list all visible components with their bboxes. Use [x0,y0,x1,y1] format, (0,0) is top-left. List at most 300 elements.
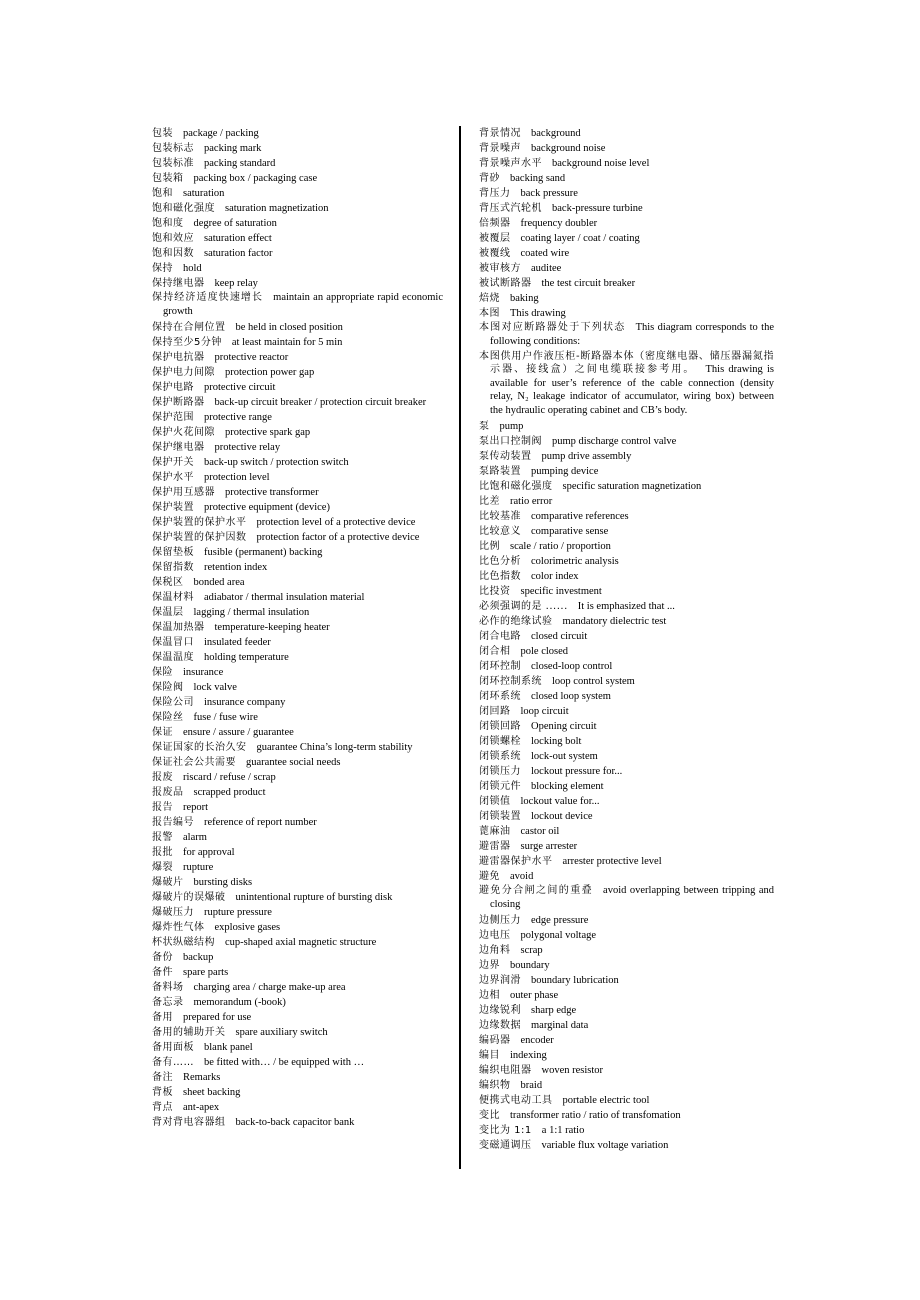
term-chinese: 背板 [152,1086,173,1098]
term-english: closed loop system [531,690,611,702]
term-chinese: 背对背电容器组 [152,1116,226,1128]
glossary-entry [152,1070,443,1085]
glossary-entry [152,740,443,755]
term-english: encoder [520,1034,554,1046]
term-chinese: 保温温度 [152,651,194,663]
glossary-entry [152,440,443,455]
term-english: be fitted with… / be equipped with … [204,1056,365,1068]
glossary-column-left [152,126,443,1130]
term-english: protective spark gap [225,426,311,438]
term-english: background noise level [552,158,650,169]
term-english: insurance company [204,696,286,708]
glossary-entry [152,875,443,890]
term-english: guarantee social needs [246,756,341,768]
term-chinese: 泵 [479,420,490,432]
glossary-entry [479,1063,774,1078]
term-english: degree of saturation [193,218,277,229]
glossary-entry [152,395,443,410]
term-chinese: 被审核方 [479,263,521,274]
glossary-entry [152,425,443,440]
term-english: guarantee China’s long-term stability [256,741,413,753]
term-english: packing box / packaging case [193,173,318,184]
term-chinese: 保证国家的长治久安 [152,741,247,753]
term-chinese: 编目 [479,1049,500,1061]
term-chinese: 保险公司 [152,696,194,708]
term-chinese: 被试断路器 [479,278,532,289]
term-english: protective transformer [225,486,319,498]
glossary-entry [479,629,774,644]
term-chinese: 保护开关 [152,456,194,468]
term-english: specific investment [520,585,602,597]
term-chinese: 备料场 [152,981,184,993]
term-chinese: 边界 [479,959,500,971]
glossary-entry [152,665,443,680]
term-chinese: 变比为 1:1 [479,1124,532,1136]
glossary-entry [479,794,774,809]
term-chinese: 保险 [152,666,173,678]
term-english: scale / ratio / proportion [510,540,611,552]
term-english: protective reactor [214,351,289,363]
term-english: This drawing [510,308,566,319]
term-chinese: 爆裂 [152,861,173,873]
term-chinese: 饱和效应 [152,233,194,244]
term-chinese: 闭锁元件 [479,780,521,792]
term-chinese: 闭回路 [479,705,511,717]
glossary-entry [152,605,443,620]
term-english: baking [510,293,539,304]
term-chinese: 保税区 [152,576,184,588]
term-english: alarm [183,831,207,843]
term-english: protective equipment (device) [204,501,330,513]
term-english: locking bolt [531,735,582,747]
glossary-entry [479,261,774,276]
glossary-entry [152,320,443,335]
term-chinese: 保持在合闸位置 [152,321,226,333]
term-chinese: 闭锁装置 [479,810,521,822]
term-english: bursting disks [193,876,253,888]
glossary-entry [152,710,443,725]
glossary-entry [152,231,443,246]
term-english: color index [531,570,579,582]
term-chinese: 边相 [479,989,500,1001]
glossary-entry [479,599,774,614]
glossary-entry [152,276,443,291]
term-english: for approval [183,846,235,858]
term-english: This diagram corresponds to the following conditions: [490,322,774,347]
glossary-entry [479,659,774,674]
term-english: ratio error [510,495,553,507]
term-chinese: 边角料 [479,944,511,956]
term-english: edge pressure [531,914,589,926]
glossary-entry [479,928,774,943]
glossary-entry [479,479,774,494]
term-chinese: 避雷器 [479,840,511,852]
term-chinese: 闭合电路 [479,630,521,642]
term-chinese: 报告 [152,801,173,813]
term-english: sharp edge [531,1004,577,1016]
term-chinese: 比饱和磁化强度 [479,480,553,492]
term-english: ant-apex [183,1101,220,1113]
term-chinese: 必作的绝缘试验 [479,615,553,627]
term-english: cup-shaped axial magnetic structure [225,936,377,948]
term-english: polygonal voltage [520,929,597,941]
term-chinese: 边缘数据 [479,1019,521,1031]
glossary-entry [479,539,774,554]
glossary-entry [152,635,443,650]
term-english: pump drive assembly [541,450,632,462]
term-english: protection level [204,471,270,483]
term-chinese: 包装 [152,128,173,139]
term-english: reference of report number [204,816,317,828]
term-english: Opening circuit [531,720,597,732]
glossary-entry [479,779,774,794]
term-chinese: 背景噪声水平 [479,158,542,169]
term-chinese: 泵传动装置 [479,450,532,462]
term-chinese: 备份 [152,951,173,963]
term-english: back-up switch / protection switch [204,456,349,468]
term-english: braid [520,1079,543,1091]
glossary-entry [152,770,443,785]
term-english: background noise [531,143,606,154]
term-english: woven resistor [541,1064,604,1076]
term-chinese: 报警 [152,831,173,843]
term-english: boundary lubrication [531,974,619,986]
term-english: comparative sense [531,525,609,537]
glossary-entry [479,276,774,291]
glossary-entry [479,449,774,464]
term-english: protective range [204,411,272,423]
glossary-entry [152,560,443,575]
term-english: boundary [510,959,550,971]
term-english: a 1:1 ratio [541,1124,585,1136]
term-chinese: 背砂 [479,173,500,184]
term-english: blank panel [204,1041,253,1053]
term-english: lockout device [531,810,593,822]
term-english: saturation factor [204,248,273,259]
term-chinese: 备件 [152,966,173,978]
term-english: back-pressure turbine [552,203,643,214]
glossary-entry [152,141,443,156]
glossary-entry [152,545,443,560]
glossary-entry [479,913,774,928]
term-chinese: 保护装置的保护水平 [152,516,247,528]
glossary-entry [479,1093,774,1108]
term-english: pump [499,420,524,432]
glossary-entry [152,380,443,395]
term-english: protection level of a protective device [256,516,416,528]
term-english: prepared for use [183,1011,252,1023]
term-chinese: 保护电力间隙 [152,366,215,378]
glossary-entry [152,216,443,231]
term-chinese: 边界润滑 [479,974,521,986]
term-english: retention index [204,561,268,573]
term-chinese: 饱和 [152,188,173,199]
glossary-entry [479,644,774,659]
glossary-entry [479,704,774,719]
term-english: back-to-back capacitor bank [235,1116,355,1128]
glossary-entry [152,725,443,740]
term-english: pump discharge control valve [552,435,677,447]
glossary-entry [152,950,443,965]
term-chinese: 保持 [152,263,173,274]
term-english: explosive gases [214,921,281,933]
term-english: loop control system [552,675,635,687]
glossary-entry [152,186,443,201]
glossary-entry [479,321,774,348]
glossary-entry [152,815,443,830]
term-english: back-up circuit breaker / protection circuit breaker [214,396,427,408]
term-chinese: 包装箱 [152,173,184,184]
glossary-entry [479,1123,774,1138]
term-chinese: 蓖麻油 [479,825,511,837]
term-english: mandatory dielectric test [562,615,667,627]
glossary-entry [152,126,443,141]
term-chinese: 保留指数 [152,561,194,573]
term-chinese: 变比 [479,1109,500,1121]
term-english: comparative references [531,510,629,522]
glossary-entry [479,764,774,779]
glossary-entry [479,306,774,321]
glossary-entry [479,524,774,539]
glossary-entry [152,201,443,216]
term-english: loop circuit [520,705,569,717]
term-chinese: 保险丝 [152,711,184,723]
term-english: transformer ratio / ratio of transfomation [510,1109,681,1121]
glossary-entry [152,905,443,920]
glossary-entry [479,291,774,306]
term-chinese: 边侧压力 [479,914,521,926]
term-chinese: 比色分析 [479,555,521,567]
term-chinese: 焙烧 [479,293,500,304]
glossary-entry [152,515,443,530]
term-chinese: 编织物 [479,1079,511,1091]
term-chinese: 闭锁系统 [479,750,521,762]
glossary-entry [152,156,443,171]
term-english: protective circuit [204,381,276,393]
glossary-entry [152,350,443,365]
term-chinese: 报废 [152,771,173,783]
term-chinese: 报废品 [152,786,184,798]
term-chinese: 保护电抗器 [152,351,205,363]
term-chinese: 边缘锐利 [479,1004,521,1016]
glossary-entry [152,261,443,276]
glossary-entry [479,1033,774,1048]
glossary-entry [479,734,774,749]
term-chinese: 爆破压力 [152,906,194,918]
term-english: scrap [520,944,543,956]
term-english: lagging / thermal insulation [193,606,310,618]
term-english: background [531,128,581,139]
term-english: specific saturation magnetization [562,480,702,492]
term-chinese: 保护范围 [152,411,194,423]
glossary-entry [479,1048,774,1063]
term-chinese: 本图对应断路器处于下列状态 [479,322,626,333]
glossary-entry [479,1003,774,1018]
glossary-entry [479,434,774,449]
term-english: adiabator / thermal insulation material [204,591,365,603]
glossary-entry [479,201,774,216]
glossary-entry [479,988,774,1003]
term-chinese: 保留垫板 [152,546,194,558]
term-chinese: 保温加热器 [152,621,205,633]
term-chinese: 保护水平 [152,471,194,483]
term-chinese: 比例 [479,540,500,552]
term-english: blocking element [531,780,604,792]
glossary-entry [479,674,774,689]
glossary-entry [152,1055,443,1070]
term-english: sheet backing [183,1086,241,1098]
glossary-entry [152,1010,443,1025]
glossary-entry [152,485,443,500]
term-chinese: 保持继电器 [152,278,205,289]
term-chinese: 保温冒口 [152,636,194,648]
term-chinese: 闭锁回路 [479,720,521,732]
term-english: It is emphasized that ... [577,600,675,612]
term-english: fuse / fuse wire [193,711,258,723]
glossary-entry [479,884,774,911]
term-english: rupture [183,861,214,873]
term-english: backup [183,951,214,963]
glossary-entry [479,509,774,524]
term-chinese: 比差 [479,495,500,507]
term-english: avoid overlapping between tripping and closing [490,884,775,910]
term-chinese: 保护火花间隙 [152,426,215,438]
glossary-entry [152,845,443,860]
glossary-entry [479,943,774,958]
term-english: package / packing [183,128,259,139]
term-chinese: 被覆线 [479,248,511,259]
term-chinese: 饱和磁化强度 [152,203,215,214]
term-english: closed-loop control [531,660,613,672]
glossary-entry [152,890,443,905]
glossary-entry [152,291,443,318]
term-chinese: 本图供用户作液压柜-断路器本体（密度继电器、储压器漏氮指示器、接线盒）之间电缆联接参考用。 [479,350,774,376]
term-english: lock-out system [531,750,598,762]
glossary-entry [479,1018,774,1033]
glossary-entry [479,126,774,141]
term-chinese: 闭合相 [479,645,511,657]
glossary-entry [152,335,443,350]
term-chinese: 避免分合闸之间的重叠 [479,884,594,896]
term-chinese: 避免 [479,870,500,882]
term-english: protective relay [214,441,281,453]
term-english: saturation magnetization [225,203,329,214]
term-english: colorimetric analysis [531,555,619,567]
term-chinese: 备用 [152,1011,173,1023]
glossary-entry [152,800,443,815]
term-english: hold [183,263,202,274]
term-english: maintain an appropriate rapid economic growth [163,292,443,317]
glossary-entry [152,620,443,635]
term-chinese: 备忘录 [152,996,184,1008]
glossary-entry [152,530,443,545]
glossary-entry [479,958,774,973]
glossary-entry [479,171,774,186]
term-english: protection power gap [225,366,315,378]
term-chinese: 保护继电器 [152,441,205,453]
term-chinese: 报批 [152,846,173,858]
term-chinese: 闭环系统 [479,690,521,702]
glossary-entry [152,680,443,695]
term-chinese: 杯状纵磁结构 [152,936,215,948]
term-english: indexing [510,1049,547,1061]
glossary-entry [479,141,774,156]
term-chinese: 爆炸性气体 [152,921,205,933]
term-chinese: 包装标志 [152,143,194,154]
term-english: marginal data [531,1019,589,1031]
glossary-entry [479,569,774,584]
glossary-entry [152,470,443,485]
glossary-entry [152,785,443,800]
term-english: Remarks [183,1071,221,1083]
glossary-entry [479,554,774,569]
term-english: castor oil [520,825,560,837]
term-english: ensure / assure / guarantee [183,726,294,738]
term-chinese: 闭环控制 [479,660,521,672]
glossary-entry [152,500,443,515]
term-english: report [183,801,209,813]
term-english: arrester protective level [562,855,662,867]
term-chinese: 变磁通调压 [479,1139,532,1151]
glossary-entry [152,1025,443,1040]
term-chinese: 备用的辅助开关 [152,1026,226,1038]
glossary-entry [152,920,443,935]
term-english: avoid [510,870,534,882]
term-english: variable flux voltage variation [541,1139,669,1151]
term-english: riscard / refuse / scrap [183,771,276,783]
term-english: saturation [183,188,225,199]
term-chinese: 备有…… [152,1056,194,1068]
term-english: lock valve [193,681,237,693]
glossary-entry [479,584,774,599]
term-english: protection factor of a protective device [256,531,420,543]
term-chinese: 保险阀 [152,681,184,693]
term-english: closed circuit [531,630,588,642]
glossary-entry [479,231,774,246]
glossary-entry [479,689,774,704]
term-english: frequency doubler [520,218,598,229]
term-chinese: 保护装置 [152,501,194,513]
term-english: outer phase [510,989,559,1001]
term-chinese: 保温材料 [152,591,194,603]
term-chinese: 比较意义 [479,525,521,537]
glossary-entry [479,186,774,201]
glossary-entry [152,575,443,590]
term-chinese: 边电压 [479,929,511,941]
term-english: spare auxiliary switch [235,1026,328,1038]
glossary-entry [479,419,774,434]
glossary-entry [479,1138,774,1153]
term-english: fusible (permanent) backing [204,546,323,558]
term-english: coated wire [520,248,570,259]
term-english: packing standard [204,158,276,169]
term-english: keep relay [214,278,258,289]
glossary-entry [479,156,774,171]
term-chinese: 闭锁螺栓 [479,735,521,747]
glossary-entry [152,455,443,470]
term-english: surge arrester [520,840,578,852]
glossary-entry [152,830,443,845]
term-chinese: 背景情况 [479,128,521,139]
glossary-entry [479,839,774,854]
glossary-entry [479,464,774,479]
glossary-entry [152,410,443,425]
glossary-entry [152,171,443,186]
term-chinese: 保证 [152,726,173,738]
term-chinese: 闭锁压力 [479,765,521,777]
term-english: lockout pressure for... [531,765,623,777]
glossary-entry [479,869,774,884]
